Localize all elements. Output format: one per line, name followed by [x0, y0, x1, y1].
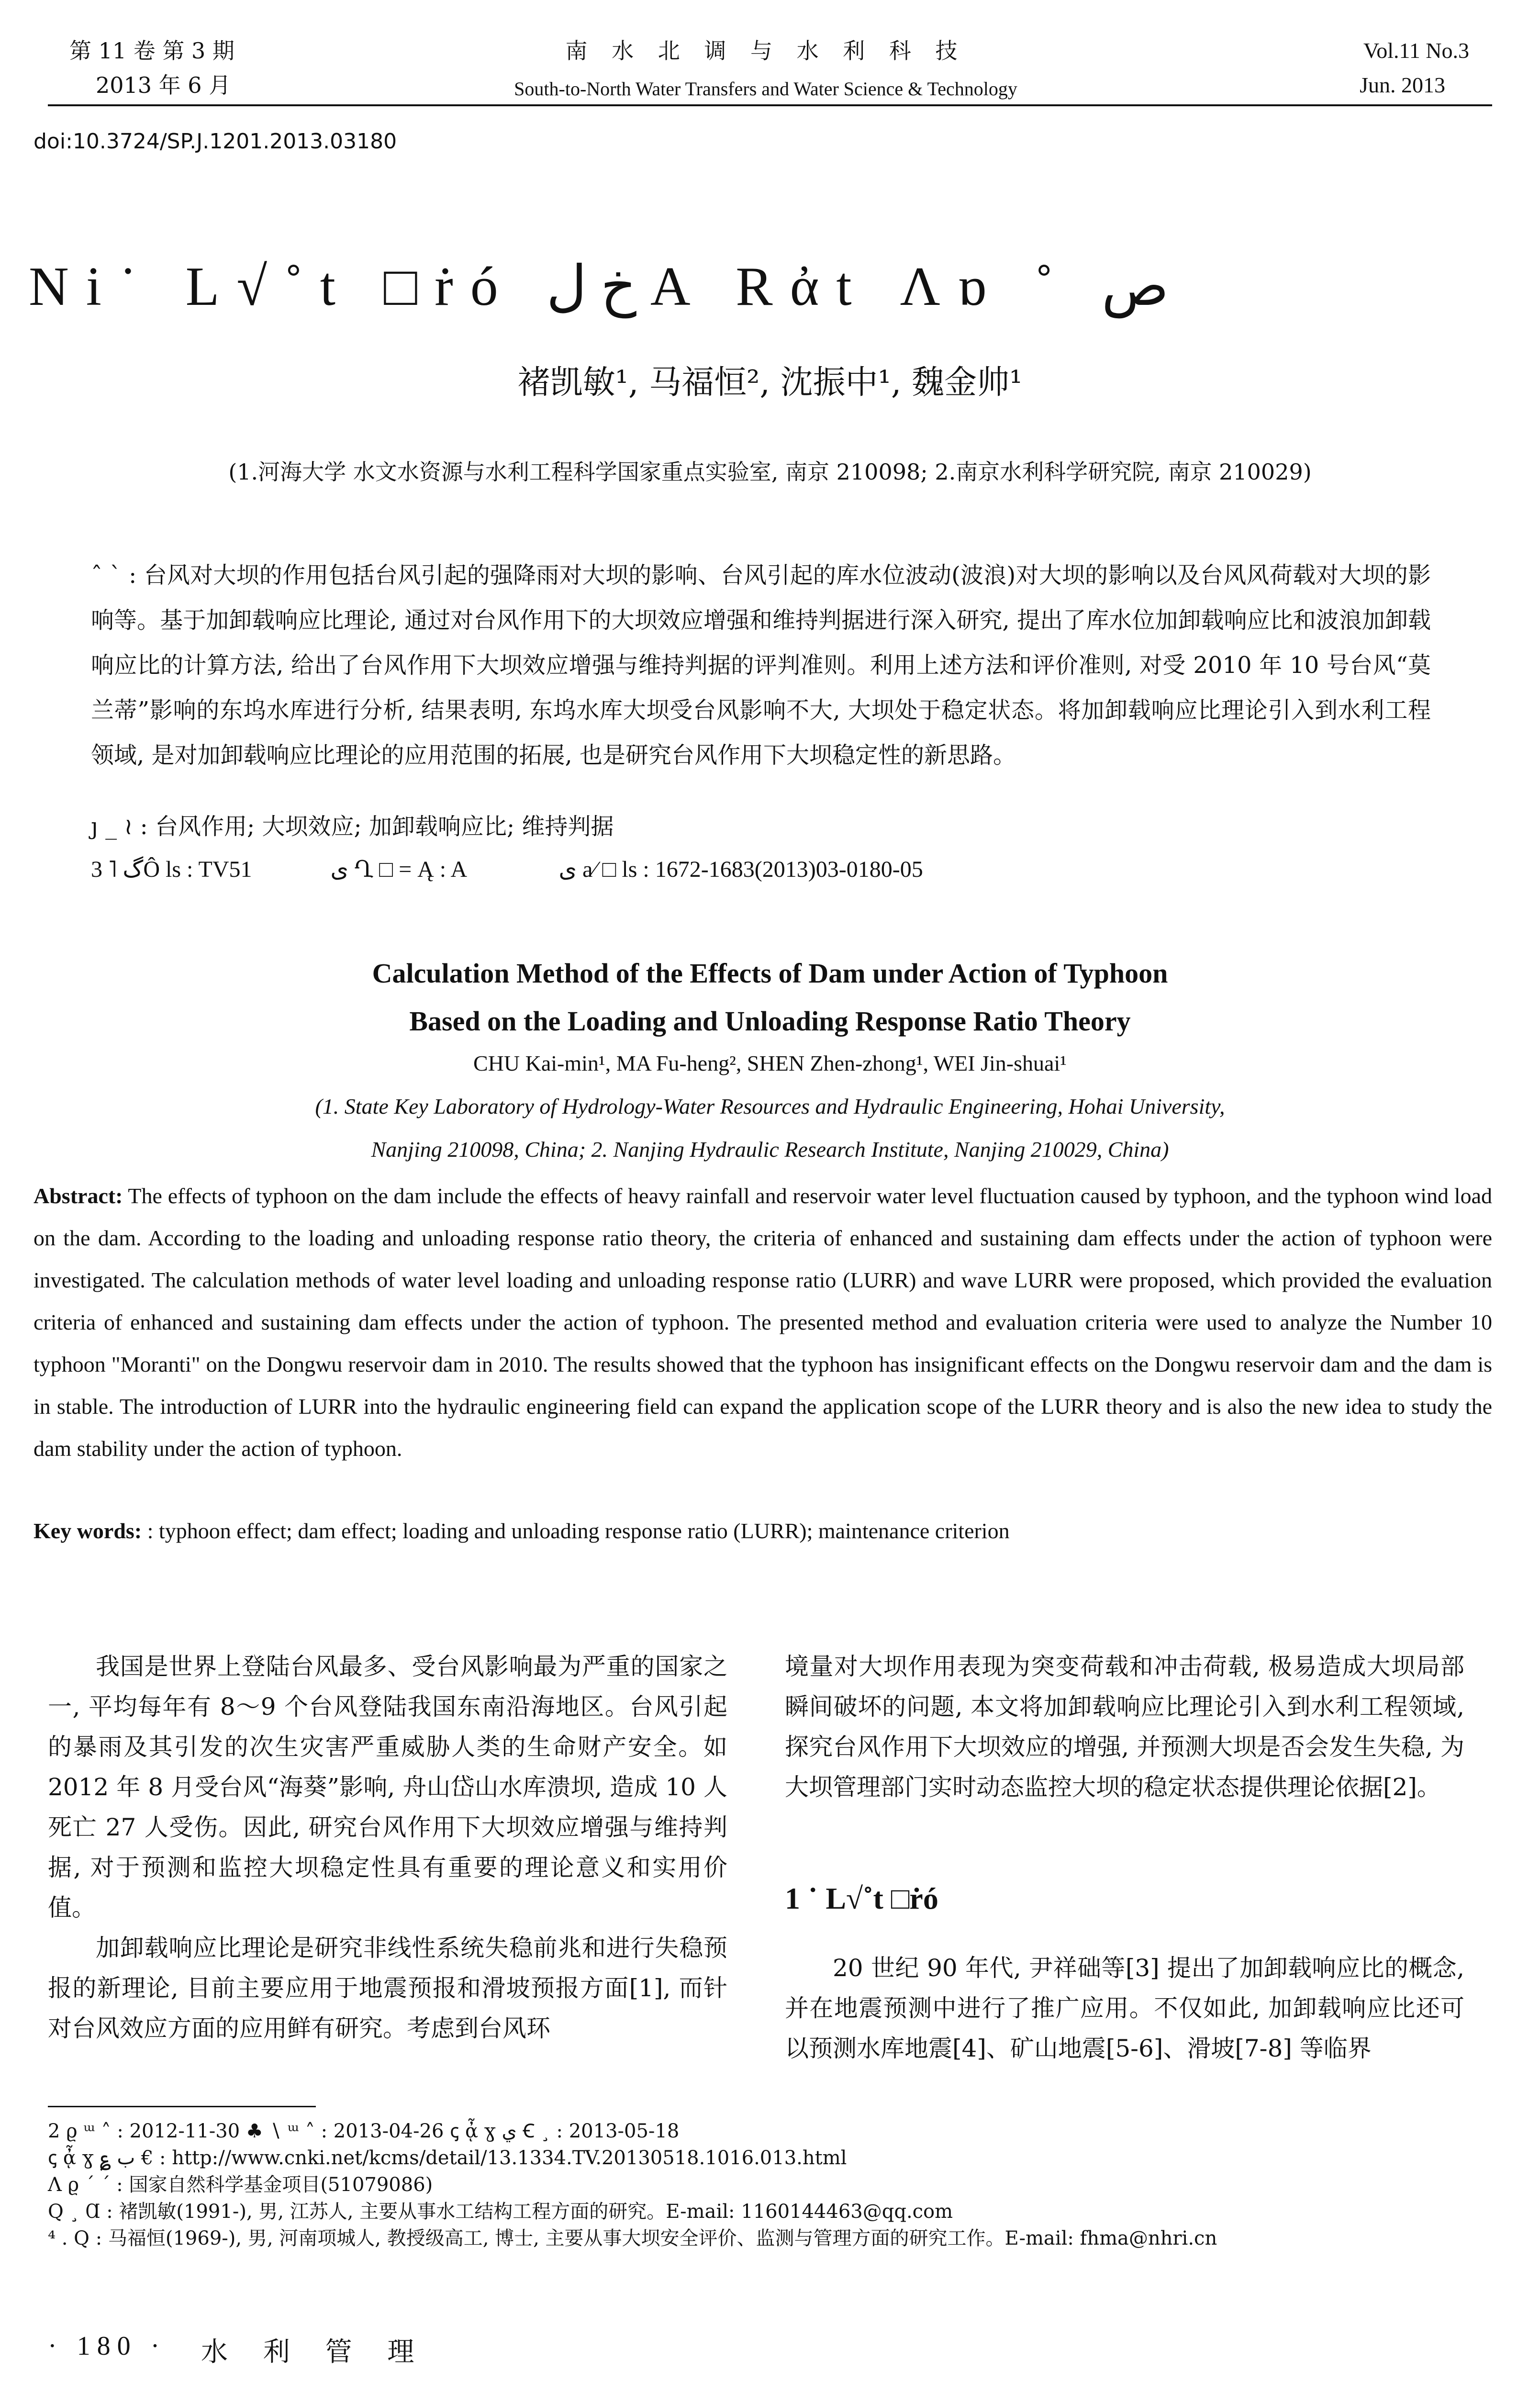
page-title: Ni˙ L√˚t □ṙó خ ل A Rἀt Ʌɒ ˚ ص: [29, 256, 1169, 317]
authors-en: CHU Kai-min¹, MA Fu-heng², SHEN Zhen-zhong¹, WEI Jin-shuai¹: [473, 1051, 1067, 1075]
affiliation-en-line2: Nanjing 210098, China; 2. Nanjing Hydraulic Research Institute, Nanjing 210029, China): [371, 1137, 1169, 1162]
doc-code-label: ى Ղ □ = Ą :: [330, 857, 446, 882]
abstract-cn-text: 台风对大坝的作用包括台风引起的强降雨对大坝的影响、台风引起的库水位波动(波浪)对大坝的影响以及台风风荷载对大坝的影响等。基于加卸载响应比理论, 通过对台风作用下的大坝效应增强和维持判据进行深入研究, 提出了库水位加卸载响应比和波浪加卸载响应比的计算方法, 给出了台风作用下大坝效应增强与维持判据的评判准则。利用上述方法和评价准则, 对受 2010 年 10 号台风“莫兰蒂”影响的东坞水库进行分析, 结果表明, 东坞水库大坝受台风影响不大, 大坝处于稳定状态。将加卸载响应比理论引入到水利工程领域, 是对加卸载响应比理论的应用范围的拓展, 也是研究台风作用下大坝稳定性的新思路。: [91, 562, 1431, 769]
keywords-en-text: : typhoon effect; dam effect; loading and unloading response ratio (LURR); maintenance criterion: [147, 1519, 1010, 1543]
footnote-author2: ⁴ . Q : 马福恒(1969-), 男, 河南项城人, 教授级高工, 博士, 主要从事大坝安全评价、监测与管理方面的研究工作。E-mail: fhma@nhri.cn: [48, 2227, 1217, 2249]
body-paragraph: 加卸载响应比理论是研究非线性系统失稳前兆和进行失稳预报的新理论, 目前主要应用于地震预报和滑坡预报方面[1], 而针对台风效应方面的应用鲜有研究。考虑到台风环: [48, 1934, 727, 2042]
body-left-column: [48, 1646, 727, 2048]
affiliation-en-line1: (1. State Key Laboratory of Hydrology-Water Resources and Hydraulic Engineering, Hohai University,: [315, 1094, 1225, 1118]
body-paragraph: 20 世纪 90 年代, 尹祥础等[3] 提出了加卸载响应比的概念, 并在地震预测中进行了推广应用。不仅如此, 加卸载响应比还可以预测水库地震[4]、矿山地震[5-6]、滑坡[7-8] 等临界: [785, 1954, 1464, 2062]
authors-cn: 褚凯敏¹, 马福恒², 沈振中¹, 魏金帅¹: [517, 364, 1023, 402]
keywords-cn: [91, 804, 1431, 849]
title-en-line1: Calculation Method of the Effects of Dam under Action of Typhoon: [372, 958, 1168, 989]
body-paragraph: 我国是世界上登陆台风最多、受台风影响最为严重的国家之一, 平均每年有 8～9 个台风登陆我国东南沿海地区。台风引起的暴雨及其引发的次生灾害严重威胁人类的生命财产安全。如 2012 年 8 月受台风“海葵”影响, 舟山岱山水库溃坝, 造成 10 人死亡 27 人受伤。因此, 研究台风作用下大坝效应增强与维持判据, 对于预测和监控大坝稳定性具有重要的理论意义和实用价值。: [48, 1653, 727, 1922]
body-right-column: [785, 1646, 1464, 1807]
body-right-column-lower: [785, 1948, 1464, 2069]
footnote-rule: [48, 2106, 316, 2107]
header-journal-cn: 南 水 北 调 与 水 利 科 技: [565, 38, 966, 64]
footnote-dates: 2 ϱ ᵚ ˄ : 2012-11-30 ♣ ∖ ᵚ ˄ : 2013-04-26 ꞔ ᾆ ɣ ي Ꞓ ¸ : 2013-05-18: [48, 2120, 680, 2142]
footnote-url: ꞔ ᾆ ɣ ؏ ب € : http://www.cnki.net/kcms/detail/13.1334.TV.20130518.1016.013.html: [48, 2147, 847, 2169]
abstract-cn-label: ˆ ˋ :: [91, 562, 137, 589]
abstract-en-text: The effects of typhoon on the dam include the effects of heavy rainfall and reservoir water level fluctuation caused by typhoon, and the typhoon wind load on the dam. According to the loading and unloading response ratio theory, the criteria of enhanced and sustaining dam effects under the action of typhoon were investigated. The calculation methods of water level loading and unloading response ratio (LURR) and wave LURR were proposed, which provided the evaluation criteria of enhanced and sustaining dam effects under the action of typhoon. The presented method and evaluation criteria were used to analyze the Number 10 typhoon "Moranti" on the Dongwu reservoir dam in 2010. The results showed that the typhoon has insignificant effects on the Dongwu reservoir dam and the dam is in stable. The introduction of LURR into the hydraulic engineering field can expand the application scope of the LURR theory and is also the new idea to study the dam stability under the action of typhoon.: [33, 1184, 1492, 1461]
abstract-en-label: Abstract:: [33, 1184, 123, 1208]
header-volume-cn: 第 11 卷 第 3 期: [69, 38, 234, 64]
header-rule: [48, 104, 1492, 106]
keywords-en-label: Key words:: [33, 1519, 142, 1543]
doi: doi:10.3724/SP.J.1201.2013.03180: [33, 129, 397, 154]
article-id-label: ى a∕ □ ls :: [558, 857, 649, 882]
footnote-author1: Q ¸ Ɑ : 褚凯敏(1991-), 男, 江苏人, 主要从事水工结构工程方面的研究。E-mail: 1160144463@qq.com: [48, 2201, 953, 2223]
header-volume-en: Vol.11 No.3: [1363, 38, 1469, 63]
classification-line: [91, 847, 1431, 892]
article-id: 1672-1683(2013)03-0180-05: [655, 857, 923, 882]
footnotes: [48, 2118, 1484, 2252]
abstract-en: [33, 1175, 1492, 1470]
title-en-line2: Based on the Loading and Unloading Response Ratio Theory: [409, 1006, 1131, 1037]
header-date-cn: 2013 年 6 月: [96, 72, 231, 98]
section-heading: 1 ˙ L√˚t □ṙó: [785, 1881, 938, 1915]
clc-number: TV51: [198, 857, 252, 882]
keywords-en: [33, 1510, 1492, 1552]
header-journal-en: South-to-North Water Transfers and Water Science & Technology: [514, 78, 1017, 100]
body-paragraph: 境量对大坝作用表现为突变荷载和冲击荷载, 极易造成大坝局部瞬间破坏的问题, 本文将加卸载响应比理论引入到水利工程领域, 探究台风作用下大坝效应的增强, 并预测大坝是否会发生失稳, 为大坝管理部门实时动态监控大坝的稳定状态提供理论依据[2]。: [785, 1653, 1464, 1801]
affiliation-cn: (1.河海大学 水文水资源与水利工程科学国家重点实验室, 南京 210098; 2.南京水利科学研究院, 南京 210029): [228, 459, 1312, 485]
abstract-cn: [91, 553, 1431, 778]
keywords-cn-label: ȷ _ ≀ :: [91, 813, 148, 840]
keywords-cn-text: 台风作用; 大坝效应; 加卸载响应比; 维持判据: [155, 813, 614, 840]
footer-journal: 水 利 管 理: [201, 2337, 428, 2368]
clc-label: 3 ˥ گÔ ls :: [91, 857, 193, 882]
header-date-en: Jun. 2013: [1360, 73, 1445, 97]
page-number: · 180 ·: [48, 2331, 167, 2361]
footnote-funding: Ʌ ϱ ˊ ˊ : 国家自然科学基金项目(51079086): [48, 2174, 433, 2196]
doc-code: A: [450, 857, 466, 882]
